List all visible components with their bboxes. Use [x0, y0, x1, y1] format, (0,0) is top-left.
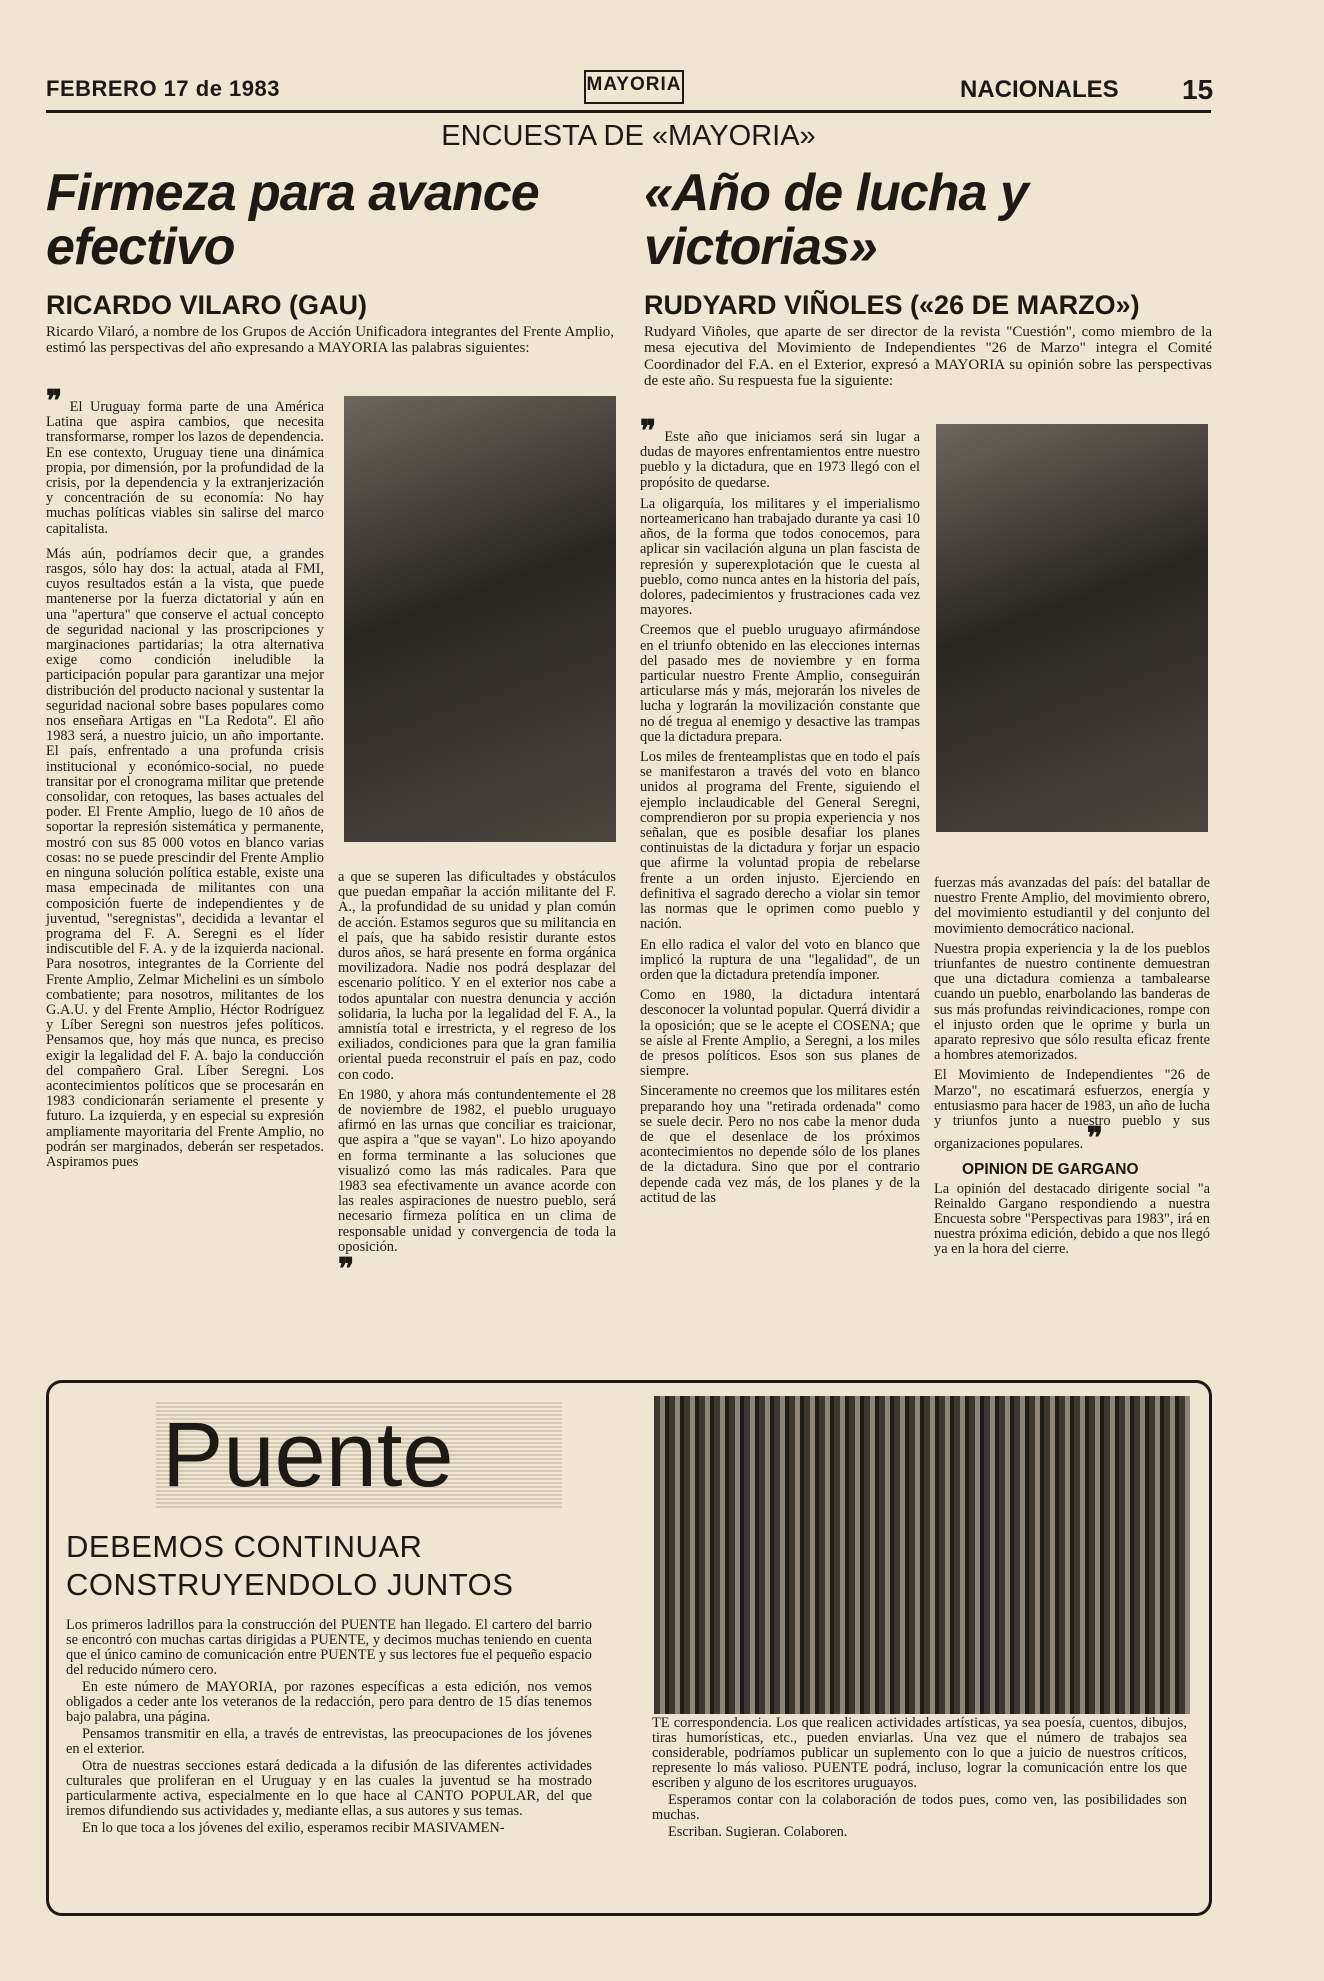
paragraph: En ello radica el valor del voto en blanco que implicó la ruptura de una "legalidad", de un orden que la dictadura pretendía imponer. — [640, 936, 920, 983]
left-article-column-1 — [46, 385, 324, 1175]
paragraph: La oligarquía, los militares y el imperialismo norteamericano han trabajado durante ya casi 10 años, de la forma que todos conocemos, para aplicar sin vacilación alguna un plan fascista de represión y superexplotación que le cuesta al pueblo, como nunca antes en la historia del país, dolores, padecimientos y frustraciones cada vez mayores. — [640, 495, 920, 619]
paragraph: El Movimiento de Independientes "26 de Marzo", no escatimará esfuerzos, energía y entusiasmo para hacer de 1983, un año de lucha y triunfos junto a nuestro pueblo y sus organizaciones populares. — [934, 1067, 1210, 1153]
crowd-photo — [654, 1396, 1190, 1714]
left-headline: Firmeza para avance efectivo — [46, 164, 539, 276]
paragraph: a que se superen las dificultades y obstáculos que puedan empañar la acción militante del F. A., la profundidad de su unidad y plan común de acción. Estamos seguros que su militancia en el país, que ha sabido resistir durante estos duros años, se hará presente en forma orgánica movilizadora. Nadie nos podrá desplazar del escenario político. Y en el exterior nos cabe a todos apuntalar con nuestra denuncia y acción solidaria, la lucha por la legalidad del F. A., la amnistía total e irrestricta, y el regreso de los exiliados, condiciones para que la gran familia oriental pueda reconstruir el país en paz, codo con codo. — [338, 869, 616, 1083]
sidebar-text: La opinión del destacado dirigente social "a Reinaldo Gargano respondiendo a nuestra Encuesta sobre "Perspectivas para 1983", irá en nuestra próxima edición, debido a que nos llegó ya en la hora del cierre. — [934, 1180, 1210, 1258]
open-quote-icon: ❞ — [640, 415, 657, 448]
paragraph: Escriban. Sugieran. Colaboren. — [668, 1824, 848, 1840]
right-byline: RUDYARD VIÑOLES («26 DE MARZO») — [644, 290, 1140, 320]
paragraph: Más aún, podríamos decir que, a grandes rasgos, sólo hay dos: la actual, atada al FMI, cuyos resultados están a la vista, que puede mantenerse por la fuerza dictatorial y aún en una "apertura" que conserve el actual concepto de seguridad nacional y las proscripciones y marginaciones partidarias; la otra alternativa exige como condición ineludible la participación popular para garantizar una mejor distribución del producto nacional y sustentar la seguridad nacional sobre bases populares como nos enseñara Artigas en "La Redota". El año 1983 será, a nuestro juicio, un año importante. El país, enfrentado a una profunda crisis institucional y económico-social, no puede transitar por el cronograma militar que pretende consolidar, con retoques, las bases actuales del poder. El Frente Amplio, luego de 10 años de soportar la represión sistemática y permanente, mostró con sus 85 000 votos en blanco varias cosas: no se puede prescindir del Frente Amplio en ninguna solución política estable, existe una masa empecinada de militantes con una composición fuerte de independientes y de juventud, "seregnistas", decidida a levantar el programa del F. A. Seregni es el líder indiscutible del F. A. y de la izquierda nacional. Para nosotros, integrantes de la Corriente del Frente Amplio, Zelmar Michelini es un símbolo combatiente; para nosotros, militantes de los G.A.U. y del Frente Amplio, Héctor Rodríguez y Líber Seregni son nuestros jefes políticos. Pensamos que, hoy más que nunca, es preciso exigir la legalidad del F. A. bajo la conducción del compañero Gral. Líber Seregni. Los acontecimientos políticos que se procesarán en 1983 condicionarán seriamente el presente y futuro. La izquierda, y en especial su expresión ampliamente mayoritaria del Frente Amplio, no podrán ser marginados, deberán ser respetados. Aspiramos pues — [46, 545, 324, 1170]
paragraph: fuerzas más avanzadas del país: del batallar de nuestro Frente Amplio, del movimiento obrero, del movimiento estudiantil y del conjunto del movimiento democrático nacional. — [934, 875, 1210, 937]
close-quote-icon: ❞ — [1086, 1122, 1103, 1156]
portrait-photo-rudyard-vinoles — [936, 424, 1208, 832]
paragraph: Sinceramente no creemos que los militares estén preparando hoy una "retirada ordenada" como se suele decir. Pero no nos cabe la menor duda de que el desenlace de los próximos acontecimientos no depende sólo de los planes de la dictadura. Sino que por el contrario depende cada vez más, de los planes y de la actitud de las — [640, 1083, 920, 1206]
paragraph: Los miles de frenteamplistas que en todo el país se manifestaron a través del voto en blanco unidos al programa del Frente, siguiendo el ejemplo inclaudicable del General Seregni, comprendieron por su propia experiencia y nos señalan, que es posible desafiar los planes continuistas de la dictadura y forjar un espacio que afirme la voluntad propia de rebelarse frente a un orden injusto. Ejerciendo en definitiva el sagrado derecho a violar sin temor las normas que le oprimen como pueblo y nación. — [640, 749, 920, 933]
close-quote-icon: ❞ — [338, 1253, 355, 1287]
left-byline: RICARDO VILARO (GAU) — [46, 290, 367, 320]
survey-title: ENCUESTA DE «MAYORIA» — [441, 120, 816, 152]
sidebar-title: OPINION DE GARGANO — [962, 1161, 1139, 1179]
paragraph: En 1980, y ahora más contundentemente el 28 de noviembre de 1982, el pueblo uruguayo afirmó en las urnas que conciliar es traicionar, que aspira a "que se vayan". Lo hizo apoyando en forma terminante a las soluciones que visualizó como las más radicales. Para que 1983 sea efectivamente un avance acorde con las reales aspiraciones de nuestro pueblo, será necesario firmeza política en un clima de responsable unidad y convergencia de toda la oposición. — [338, 1086, 616, 1255]
paragraph: Este año que iniciamos será sin lugar a dudas de mayores enfrentamientos entre nuestro pueblo y la dictadura, que en 1973 llegó con el propósito de quedarse. — [640, 429, 920, 491]
puente-headline: DEBEMOS CONTINUAR CONSTRUYENDOLO JUNTOS — [66, 1529, 514, 1602]
left-intro: Ricardo Vilaró, a nombre de los Grupos de Acción Unificadora integrantes del Frente Amplio, estimó las perspectivas del año expresando a MAYORIA las palabras siguientes: — [46, 324, 614, 357]
portrait-photo-ricardo-vilaro — [344, 396, 616, 842]
right-article-column-1 — [640, 415, 920, 1211]
paragraph: TE correspondencia. Los que realicen actividades artísticas, ya sea poesía, cuentos, dibujos, tiras humorísticas, etc., pueden enviarlas. Una vez que el número de trabajos sea considerable, podríamos publicar un suplemento con lo que a juicio de nuestros críticos, represente lo más valioso. PUENTE podrá, incluso, lograr la comunicación entre los que escriben y alguno de los escritores uruguayos. — [652, 1715, 1187, 1791]
paragraph: El Uruguay forma parte de una América Latina que aspira cambios, que necesita transformarse, romper los lazos de dependencia. En ese contexto, Uruguay tiene una dinámica propia, por dimensión, por la profundidad de la crisis, por la dependencia y la extranjerización y concentración de su economía: No hay muchas políticas viables sin salirse del marco capitalista. — [46, 399, 324, 537]
paragraph: Esperamos contar con la colaboración de todos pues, como ven, las posibilidades son muchas. — [652, 1792, 1187, 1823]
paragraph: Creemos que el pueblo uruguayo afirmándose en el triunfo obtenido en las elecciones internas del pasado mes de noviembre y en forma particular nuestro Frente Amplio, conseguirán articularse más y más, mejorarán los niveles de lucha y lograrán la movilización constante que no dé tregua al enemigo y desactive las trampas que la dictadura prepara. — [640, 622, 920, 745]
right-headline: «Año de lucha y victorias» — [644, 164, 1028, 276]
right-intro: Rudyard Viñoles, que aparte de ser director de la revista "Cuestión", como miembro de la mesa ejecutiva del Movimiento de Independientes "26 de Marzo" integra el Comité Coordinador del F.A. en el Exterior, expresó a MAYORIA su opinión sobre las perspectivas de este año. Su respuesta fue la siguiente: — [644, 324, 1212, 390]
paragraph: Otra de nuestras secciones estará dedicada a la difusión de las diferentes actividades culturales que proliferan en el Uruguay y en las cuales la juventud se ha mostrado particularmente activa, especialmente en lo que hace al CANTO POPULAR, del que iremos difundiendo sus actividades y, mediante ellas, a sus autores y sus temas. — [66, 1758, 592, 1819]
issue-date: FEBRERO 17 de 1983 — [46, 76, 280, 101]
left-article-column-2 — [338, 869, 616, 1287]
paragraph: Los primeros ladrillos para la construcción del PUENTE han llegado. El cartero del barrio se encontró con muchas cartas dirigidas a PUENTE, y decimos muchas teniendo en cuenta que el único camino de comunicación entre PUENTE y sus lectores fue el pequeño espacio del reducido número cero. — [66, 1617, 592, 1678]
open-quote-icon: ❞ — [46, 385, 63, 418]
puente-column-left — [66, 1618, 592, 1836]
header-rule — [46, 110, 1211, 113]
puente-column-right — [652, 1716, 1187, 1840]
paragraph: Como en 1980, la dictadura intentará desconocer la voluntad popular. Querrá dividir a la oposición; que se le acepte el COSENA; que se aísle al Frente Amplio, a Seregni, a los miles de presos políticos. Esos son sus planes de siempre. — [640, 987, 920, 1080]
paragraph: Pensamos transmitir en ella, a través de entrevistas, las preocupaciones de los jóvenes en el exterior. — [66, 1726, 592, 1757]
paragraph: En este número de MAYORIA, por razones específicas a esta edición, nos vemos obligados a ceder ante los veteranos de la redacción, pero para dentro de 15 días tenemos bajo palabra, una página. — [66, 1679, 592, 1725]
section-name: NACIONALES — [960, 76, 1119, 103]
puente-title: Puente — [156, 1402, 562, 1508]
masthead-logo: MAYORIA — [584, 70, 684, 104]
page-number: 15 — [1182, 74, 1214, 105]
right-article-column-2 — [934, 876, 1210, 1263]
paragraph: En lo que toca a los jóvenes del exilio, esperamos recibir MASIVAMEN- — [82, 1820, 505, 1836]
paragraph: Nuestra propia experiencia y la de los pueblos triunfantes de nuestro continente demuestran que una dictadura comienza a tambalearse cuando un pueblo, enarbolando las banderas de sus más profundas reivindicaciones, rompe con el injusto orden que le oprime y burla un aparato represivo que sólo resulta eficaz frente a hombres atemorizados. — [934, 940, 1210, 1064]
